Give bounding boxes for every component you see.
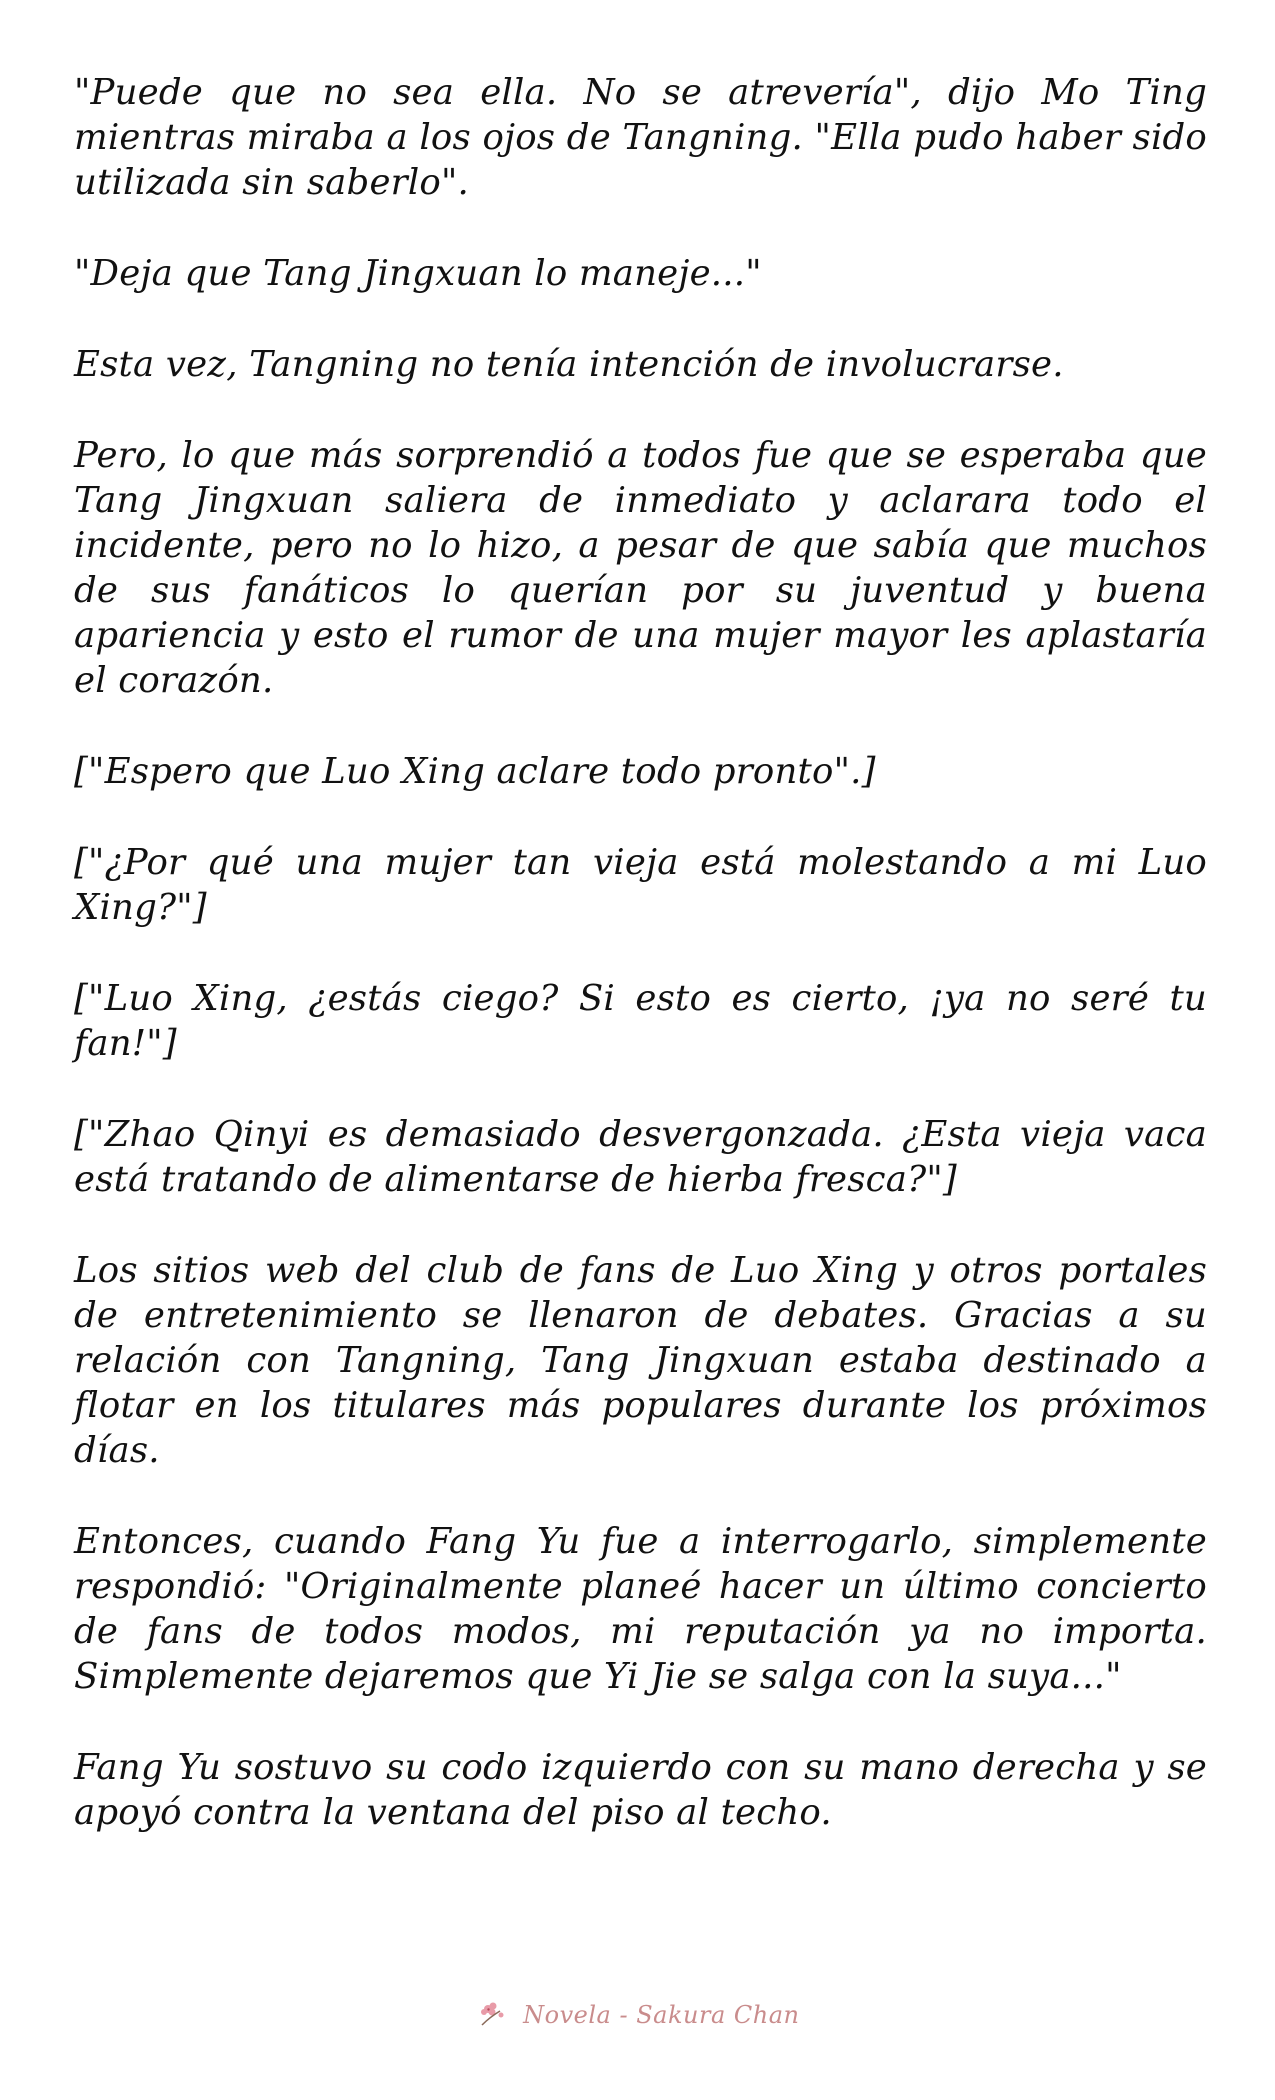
paragraph: ["Luo Xing, ¿estás ciego? Si esto es cierto, ¡ya no seré tu fan!"] <box>74 978 1207 1064</box>
document-body <box>74 70 1207 1881</box>
paragraph: Esta vez, Tangning no tenía intención de involucrarse. <box>74 344 1064 385</box>
sakura-flower-icon <box>476 1997 512 2033</box>
paragraph: Los sitios web del club de fans de Luo Xing y otros portales de entretenimiento se llenaron de debates. Gracias a su relación con Tangning, Tang Jingxuan estaba destinado a flotar en los titulares más populares durante los próximos días. <box>74 1250 1207 1471</box>
paragraph: ["Espero que Luo Xing aclare todo pronto".] <box>74 751 876 792</box>
watermark-text: Novela - Sakura Chan <box>523 2001 800 2029</box>
paragraph: "Puede que no sea ella. No se atrevería", dijo Mo Ting mientras miraba a los ojos de Tangning. "Ella pudo haber sido utilizada sin saberlo". <box>74 72 1207 203</box>
paragraph: Fang Yu sostuvo su codo izquierdo con su mano derecha y se apoyó contra la ventana del piso al techo. <box>74 1747 1207 1833</box>
paragraph: "Deja que Tang Jingxuan lo maneje..." <box>74 253 762 294</box>
paragraph: ["¿Por qué una mujer tan vieja está molestando a mi Luo Xing?"] <box>74 842 1207 928</box>
paragraph: Pero, lo que más sorprendió a todos fue que se esperaba que Tang Jingxuan saliera de inmediato y aclarara todo el incidente, pero no lo hizo, a pesar de que sabía que muchos de sus fanáticos lo querían por su juventud y buena apariencia y esto el rumor de una mujer mayor les aplastaría el corazón. <box>74 435 1207 701</box>
paragraph: ["Zhao Qinyi es demasiado desvergonzada. ¿Esta vieja vaca está tratando de alimentarse de hierba fresca?"] <box>74 1114 1207 1200</box>
paragraph: Entonces, cuando Fang Yu fue a interrogarlo, simplemente respondió: "Originalmente planeé hacer un último concierto de fans de todos modos, mi reputación ya no importa. Simplemente dejaremos que Yi Jie se salga con la suya..." <box>74 1521 1207 1697</box>
watermark-footer <box>0 1997 1275 2033</box>
